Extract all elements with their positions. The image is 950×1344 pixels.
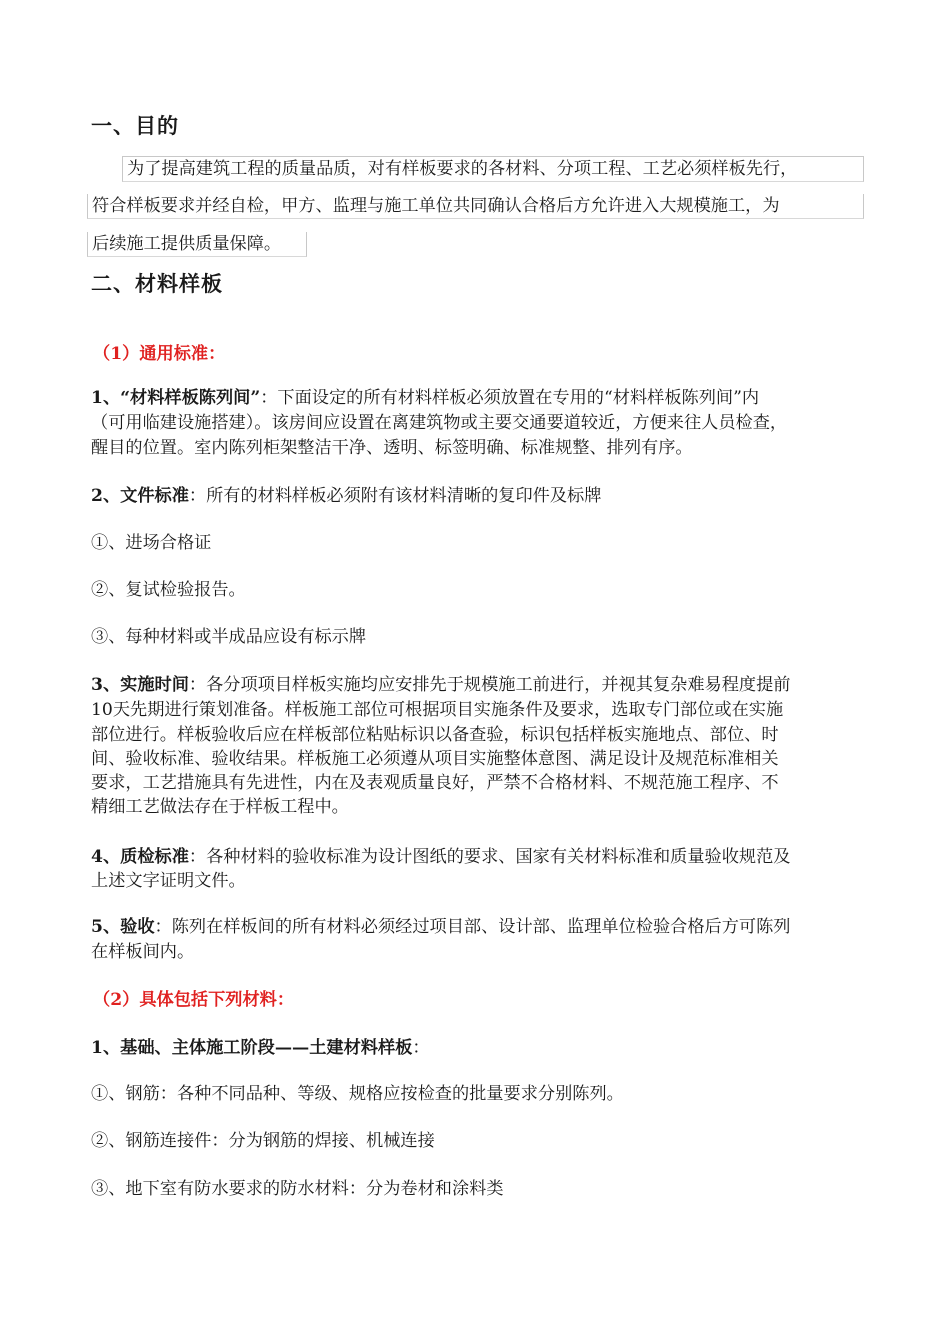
section-title-purpose: 一、目的 (91, 113, 179, 138)
general-item-1-text: ：下面设定的所有材料样板必须放置在专用的“材料样板陈列间”内 (260, 388, 760, 408)
general-item-3-label: 3、实施时间 (91, 675, 189, 695)
general-item-1-line-1 (91, 386, 759, 410)
specific-item-1-label: 1、基础、主体施工阶段——土建材料样板 (91, 1038, 413, 1058)
general-item-5-line-1 (91, 915, 790, 939)
general-item-2-text: ：所有的材料样板必须附有该材料清晰的复印件及标牌 (188, 486, 602, 506)
general-item-4-line-1 (91, 845, 790, 869)
specific-sub-1: ①、钢筋：各种不同品种、等级、规格应按检查的批量要求分别陈列。 (91, 1084, 624, 1104)
general-sub-3: ③、每种材料或半成品应设有标示牌 (91, 627, 367, 647)
general-item-3-line-3: 部位进行。样板验收后应在样板部位粘贴标识以备查验，标识包括样板实施地点、部位、时 (91, 725, 779, 745)
general-item-2-label: 2、文件标准 (91, 486, 189, 506)
specific-materials-heading: （2）具体包括下列材料： (93, 990, 295, 1010)
purpose-line-1: 为了提高建筑工程的质量品质，对有样板要求的各材料、分项工程、工艺必须样板先行， (122, 156, 864, 182)
general-item-1-line-3: 醒目的位置。室内陈列柜架整洁干净、透明、标签明确、标准规整、排列有序。 (91, 438, 693, 458)
specific-item-1 (91, 1036, 430, 1060)
general-item-4-line-2: 上述文字证明文件。 (91, 871, 246, 891)
general-item-2 (91, 484, 601, 508)
general-item-3-line-4: 间、验收标准、验收结果。样板施工必须遵从项目实施整体意图、满足设计及规范标准相关 (91, 749, 779, 769)
general-item-5-label: 5、验收 (91, 917, 155, 937)
general-sub-1: ①、进场合格证 (91, 533, 212, 553)
general-item-3-text: ：各分项项目样板实施均应安排先于规模施工前进行，并视其复杂难易程度提前 (188, 675, 791, 695)
general-item-5-text: ：陈列在样板间的所有材料必须经过项目部、设计部、监理单位检验合格后方可陈列 (154, 917, 791, 937)
general-item-1-line-2: （可用临建设施搭建）。该房间应设置在离建筑物或主要交通要道较近，方便来往人员检查， (91, 413, 788, 433)
general-item-1-label: 1、“材料样板陈列间” (91, 388, 261, 408)
general-sub-2: ②、复试检验报告。 (91, 580, 246, 600)
specific-item-1-tail: ： (412, 1038, 430, 1058)
general-item-3-line-1 (91, 673, 790, 697)
general-item-3-line-2: 10天先期进行策划准备。样板施工部位可根据项目实施条件及要求，选取专门部位或在实施 (91, 700, 784, 720)
general-item-4-label: 4、质检标准 (91, 847, 189, 867)
general-item-3-line-5: 要求，工艺措施具有先进性，内在及表观质量良好，严禁不合格材料、不规范施工程序、不 (91, 773, 779, 793)
general-item-3-line-6: 精细工艺做法存在于样板工程中。 (91, 797, 349, 817)
section-title-material-samples: 二、材料样板 (91, 271, 223, 296)
general-item-4-text: ：各种材料的验收标准为设计图纸的要求、国家有关材料标准和质量验收规范及 (188, 847, 791, 867)
general-standard-heading: （1）通用标准： (93, 344, 226, 364)
specific-sub-2: ②、钢筋连接件：分为钢筋的焊接、机械连接 (91, 1131, 435, 1151)
purpose-line-2: 符合样板要求并经自检，甲方、监理与施工单位共同确认合格后方允许进入大规模施工，为 (87, 194, 864, 219)
general-item-5-line-2: 在样板间内。 (91, 942, 195, 962)
purpose-line-3: 后续施工提供质量保障。 (87, 232, 307, 257)
specific-sub-3: ③、地下室有防水要求的防水材料：分为卷材和涂料类 (91, 1179, 504, 1199)
